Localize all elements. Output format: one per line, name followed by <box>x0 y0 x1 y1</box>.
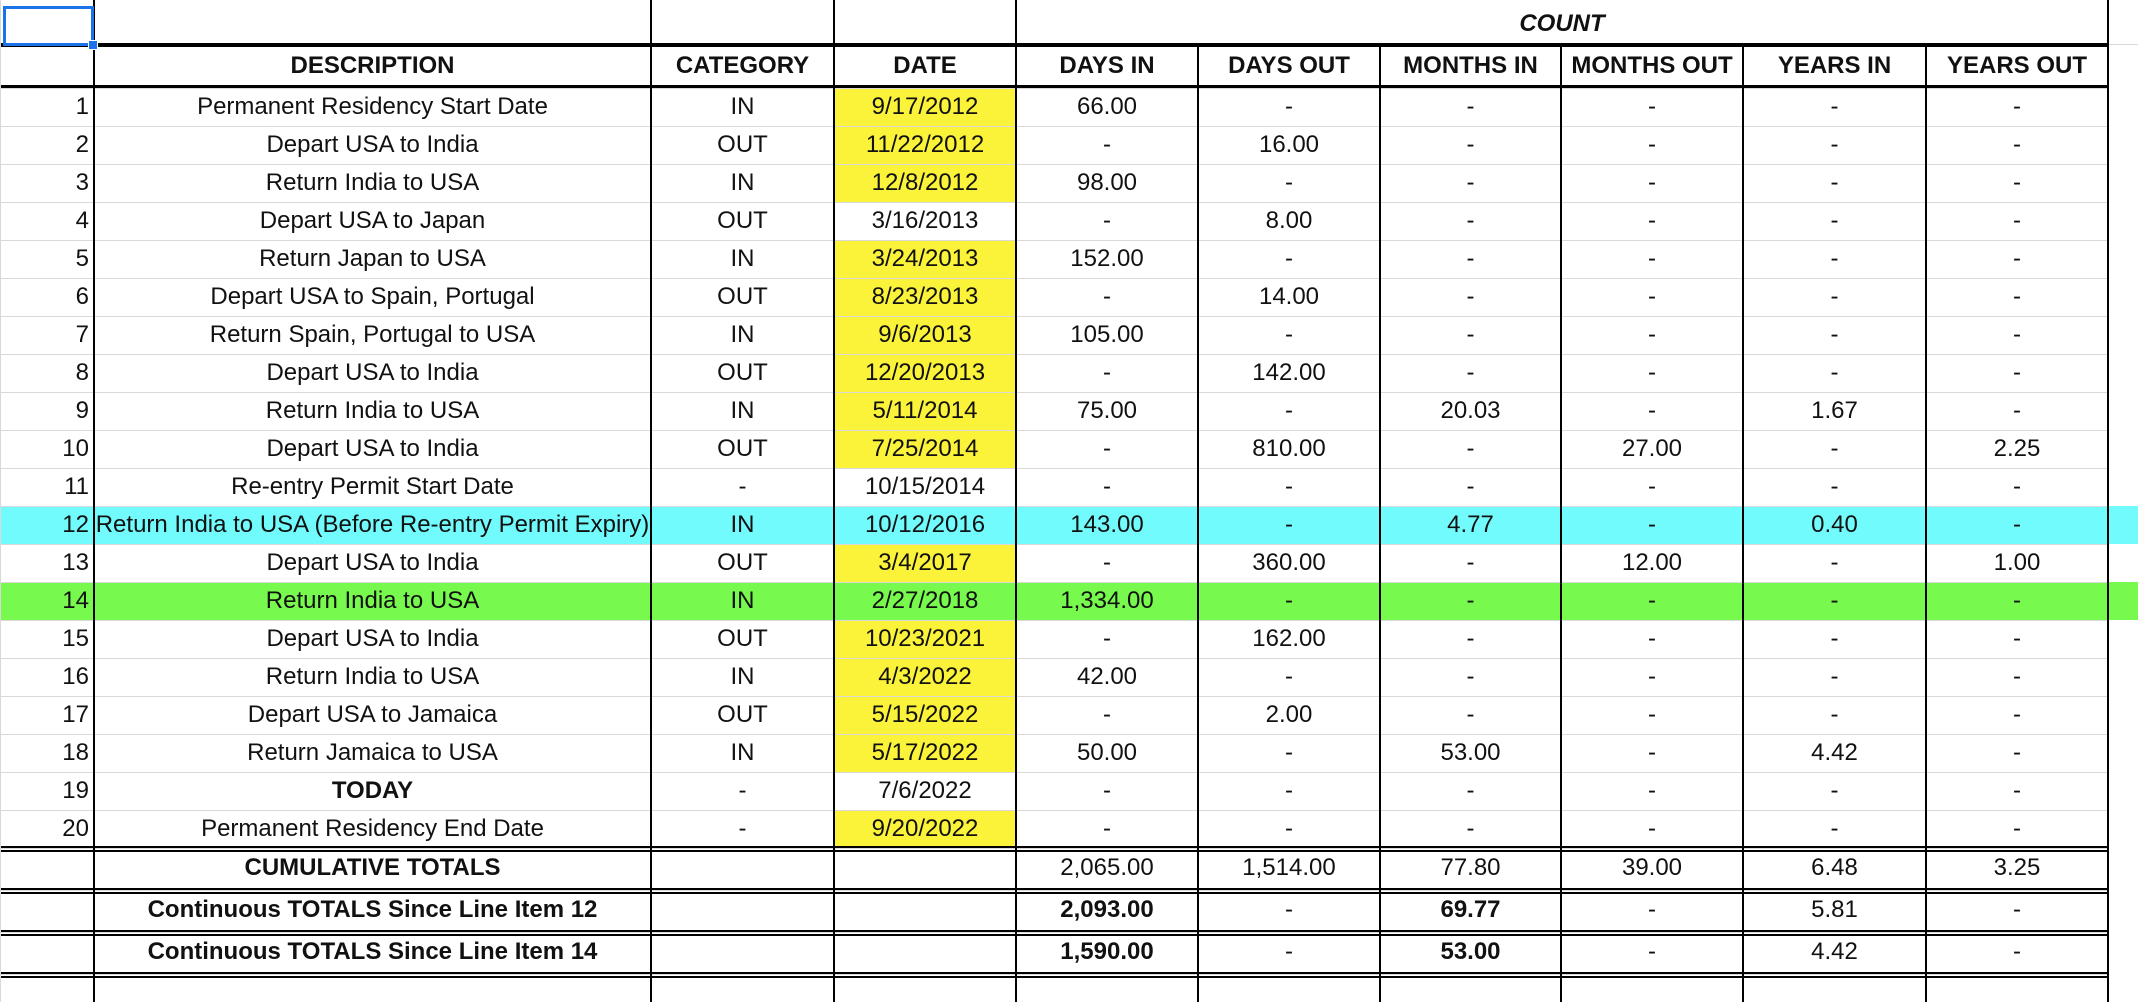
totals-months-in[interactable]: 69.77 <box>1440 896 1501 923</box>
totals-years-in[interactable]: 4.42 <box>1811 938 1858 965</box>
days-in-cell[interactable]: 75.00 <box>1076 397 1138 424</box>
days-out-cell[interactable]: 360.00 <box>1252 549 1326 576</box>
category-cell[interactable]: IN <box>730 739 755 766</box>
category-cell[interactable]: IN <box>730 587 755 614</box>
days-in-cell[interactable]: 42.00 <box>1076 663 1138 690</box>
row-number[interactable]: 19 <box>62 777 89 804</box>
days-out-cell[interactable]: - <box>1285 777 1293 804</box>
years-out-cell[interactable]: - <box>2013 321 2021 348</box>
description-cell[interactable]: Depart USA to India <box>266 359 479 386</box>
column-header-description: DESCRIPTION <box>290 52 455 79</box>
years-out-cell[interactable]: - <box>2013 511 2021 538</box>
months-out-cell[interactable]: - <box>1648 701 1656 728</box>
column-header-date: DATE <box>893 52 957 79</box>
category-cell[interactable]: IN <box>730 93 755 120</box>
months-in-cell[interactable]: - <box>1466 359 1475 386</box>
years-out-cell[interactable]: - <box>2013 473 2021 500</box>
category-cell[interactable]: OUT <box>717 701 768 728</box>
row-number[interactable]: 5 <box>75 245 89 272</box>
days-out-cell[interactable]: - <box>1285 739 1293 766</box>
days-out-cell[interactable]: - <box>1285 397 1293 424</box>
date-cell[interactable]: 7/25/2014 <box>871 435 979 462</box>
days-in-cell[interactable]: - <box>1103 131 1111 158</box>
days-out-cell[interactable]: - <box>1285 663 1293 690</box>
months-out-cell[interactable]: - <box>1648 359 1656 386</box>
years-out-cell[interactable]: - <box>2013 701 2021 728</box>
years-in-cell[interactable]: - <box>1830 815 1839 842</box>
totals-years-out[interactable]: - <box>2013 938 2021 965</box>
days-in-cell[interactable]: - <box>1103 473 1111 500</box>
description-cell[interactable]: Return India to USA <box>265 587 480 614</box>
months-in-cell[interactable]: - <box>1466 321 1475 348</box>
date-cell[interactable]: 10/15/2014 <box>864 473 986 500</box>
description-cell[interactable]: Return Jamaica to USA <box>247 739 498 766</box>
column-header-days-in: DAYS IN <box>1059 52 1155 79</box>
totals-months-out[interactable]: - <box>1648 896 1656 923</box>
date-cell[interactable]: 4/3/2022 <box>878 663 972 690</box>
days-out-cell[interactable]: - <box>1285 511 1293 538</box>
months-out-cell[interactable]: - <box>1648 169 1656 196</box>
row-number[interactable]: 4 <box>75 207 89 234</box>
months-in-cell[interactable]: - <box>1466 245 1475 272</box>
row-number[interactable]: 14 <box>62 587 89 614</box>
date-cell[interactable]: 2/27/2018 <box>871 587 979 614</box>
days-out-cell[interactable]: - <box>1285 245 1293 272</box>
totals-label[interactable]: CUMULATIVE TOTALS <box>244 854 501 881</box>
date-cell[interactable]: 5/11/2014 <box>872 397 978 424</box>
row-number[interactable]: 6 <box>75 283 89 310</box>
days-out-cell[interactable]: - <box>1285 321 1293 348</box>
months-out-cell[interactable]: - <box>1648 663 1656 690</box>
category-cell[interactable]: IN <box>730 245 755 272</box>
totals-days-in[interactable]: 2,065.00 <box>1060 854 1154 881</box>
date-cell[interactable]: 9/6/2013 <box>878 321 972 348</box>
category-cell[interactable]: OUT <box>717 435 768 462</box>
years-in-cell[interactable]: - <box>1830 549 1839 576</box>
months-out-cell[interactable]: - <box>1648 283 1656 310</box>
column-header-years-in: YEARS IN <box>1777 52 1892 79</box>
category-cell[interactable]: OUT <box>717 359 768 386</box>
years-out-cell[interactable]: 2.25 <box>1993 435 2041 462</box>
years-in-cell[interactable]: - <box>1830 777 1839 804</box>
description-cell[interactable]: Depart USA to Spain, Portugal <box>210 283 535 310</box>
date-cell[interactable]: 5/17/2022 <box>871 739 979 766</box>
months-out-cell[interactable]: - <box>1648 739 1656 766</box>
days-in-cell[interactable]: - <box>1103 435 1111 462</box>
days-out-cell[interactable]: - <box>1285 815 1293 842</box>
days-in-cell[interactable]: - <box>1103 701 1111 728</box>
totals-bottom-border <box>0 972 2108 974</box>
months-in-cell[interactable]: - <box>1466 777 1475 804</box>
row-number[interactable]: 20 <box>62 815 89 842</box>
description-cell[interactable]: Return India to USA (Before Re-entry Permit Expiry) <box>95 511 650 538</box>
years-in-cell[interactable]: - <box>1830 169 1839 196</box>
years-in-cell[interactable]: - <box>1830 435 1839 462</box>
months-in-cell[interactable]: - <box>1466 435 1475 462</box>
grid-line <box>0 974 2108 975</box>
category-cell[interactable]: OUT <box>717 625 768 652</box>
years-out-cell[interactable]: - <box>2013 359 2021 386</box>
months-out-cell[interactable]: - <box>1648 587 1656 614</box>
days-in-cell[interactable]: - <box>1103 777 1111 804</box>
column-header-months-in: MONTHS IN <box>1403 52 1538 79</box>
row-number[interactable]: 13 <box>62 549 89 576</box>
date-cell[interactable]: 3/4/2017 <box>878 549 972 576</box>
months-in-cell[interactable]: - <box>1466 473 1475 500</box>
days-in-cell[interactable]: 50.00 <box>1076 739 1138 766</box>
years-in-cell[interactable]: - <box>1830 321 1839 348</box>
days-out-cell[interactable]: 162.00 <box>1252 625 1326 652</box>
days-in-cell[interactable]: 66.00 <box>1076 93 1138 120</box>
months-out-cell[interactable]: - <box>1648 321 1656 348</box>
totals-months-in[interactable]: 77.80 <box>1440 854 1501 881</box>
years-in-cell[interactable]: - <box>1830 359 1839 386</box>
totals-months-out[interactable]: 39.00 <box>1621 854 1683 881</box>
row-number[interactable]: 16 <box>62 663 89 690</box>
date-cell[interactable]: 3/16/2013 <box>871 207 979 234</box>
row-number[interactable]: 2 <box>75 131 89 158</box>
totals-days-in[interactable]: 1,590.00 <box>1060 938 1154 965</box>
days-out-cell[interactable]: 14.00 <box>1258 283 1320 310</box>
category-cell[interactable]: IN <box>730 397 755 424</box>
months-out-cell[interactable]: 27.00 <box>1621 435 1683 462</box>
date-cell[interactable]: 8/23/2013 <box>871 283 979 310</box>
description-cell[interactable]: Return India to USA <box>265 663 480 690</box>
category-cell[interactable]: - <box>738 777 747 804</box>
years-out-cell[interactable]: - <box>2013 207 2021 234</box>
years-out-cell[interactable]: - <box>2013 397 2021 424</box>
months-in-cell[interactable]: - <box>1466 131 1475 158</box>
days-in-cell[interactable]: 98.00 <box>1076 169 1138 196</box>
description-cell[interactable]: Depart USA to India <box>266 131 479 158</box>
days-in-cell[interactable]: 143.00 <box>1070 511 1144 538</box>
months-in-cell[interactable]: 4.77 <box>1447 511 1494 538</box>
column-header-category: CATEGORY <box>675 52 810 79</box>
days-out-cell[interactable]: 16.00 <box>1258 131 1320 158</box>
column-header-months-out: MONTHS OUT <box>1571 52 1733 79</box>
date-cell[interactable]: 3/24/2013 <box>871 245 979 272</box>
months-in-cell[interactable]: - <box>1466 169 1475 196</box>
years-out-cell[interactable]: - <box>2013 587 2021 614</box>
days-in-cell[interactable]: - <box>1103 207 1111 234</box>
years-in-cell[interactable]: - <box>1830 93 1839 120</box>
cell-selection[interactable] <box>3 6 94 46</box>
days-in-cell[interactable]: - <box>1103 283 1111 310</box>
description-cell[interactable]: Depart USA to India <box>266 549 479 576</box>
count-header: COUNT <box>1519 10 1605 37</box>
months-in-cell[interactable]: - <box>1466 549 1475 576</box>
date-cell[interactable]: 10/12/2016 <box>864 511 986 538</box>
months-out-cell[interactable]: - <box>1648 93 1656 120</box>
description-cell[interactable]: Depart USA to India <box>266 625 479 652</box>
months-in-cell[interactable]: - <box>1466 815 1475 842</box>
description-cell[interactable]: Depart USA to Jamaica <box>247 701 498 728</box>
date-cell[interactable]: 11/22/2012 <box>865 131 985 158</box>
totals-days-in[interactable]: 2,093.00 <box>1060 896 1154 923</box>
years-out-cell[interactable]: - <box>2013 131 2021 158</box>
date-cell[interactable]: 12/8/2012 <box>871 169 979 196</box>
row-number[interactable]: 3 <box>75 169 89 196</box>
column-header-years-out: YEARS OUT <box>1946 52 2087 79</box>
row-number[interactable]: 9 <box>75 397 89 424</box>
row-number[interactable]: 10 <box>62 435 89 462</box>
category-cell[interactable]: OUT <box>717 131 768 158</box>
days-out-cell[interactable]: - <box>1285 169 1293 196</box>
months-in-cell[interactable]: - <box>1466 663 1475 690</box>
category-cell[interactable]: IN <box>730 321 755 348</box>
months-out-cell[interactable]: 12.00 <box>1621 549 1683 576</box>
years-out-cell[interactable]: - <box>2013 815 2021 842</box>
description-cell[interactable]: Depart USA to Japan <box>259 207 486 234</box>
fill-handle[interactable] <box>88 40 98 50</box>
date-cell[interactable]: 9/20/2022 <box>871 815 979 842</box>
years-in-cell[interactable]: - <box>1830 283 1839 310</box>
totals-years-in[interactable]: 5.81 <box>1811 896 1858 923</box>
totals-label[interactable]: Continuous TOTALS Since Line Item 14 <box>147 938 598 965</box>
months-out-cell[interactable]: - <box>1648 397 1656 424</box>
months-out-cell[interactable]: - <box>1648 777 1656 804</box>
years-out-cell[interactable]: - <box>2013 245 2021 272</box>
days-out-cell[interactable]: - <box>1285 93 1293 120</box>
months-out-cell[interactable]: - <box>1648 245 1656 272</box>
category-cell[interactable]: IN <box>730 169 755 196</box>
months-out-cell[interactable]: - <box>1648 207 1656 234</box>
description-cell[interactable]: Return Spain, Portugal to USA <box>209 321 536 348</box>
row-number[interactable]: 18 <box>62 739 89 766</box>
months-out-cell[interactable]: - <box>1648 815 1656 842</box>
years-in-cell[interactable]: - <box>1830 587 1839 614</box>
years-in-cell[interactable]: - <box>1830 701 1839 728</box>
row-number[interactable]: 8 <box>75 359 89 386</box>
months-out-cell[interactable]: - <box>1648 625 1656 652</box>
totals-years-out[interactable]: 3.25 <box>1993 854 2041 881</box>
years-in-cell[interactable]: - <box>1830 207 1839 234</box>
totals-days-out[interactable]: 1,514.00 <box>1242 854 1336 881</box>
months-in-cell[interactable]: - <box>1466 701 1475 728</box>
category-cell[interactable]: - <box>738 815 747 842</box>
days-in-cell[interactable]: - <box>1103 625 1111 652</box>
date-cell[interactable]: 10/23/2021 <box>864 625 986 652</box>
days-in-cell[interactable]: 1,334.00 <box>1060 587 1154 614</box>
totals-bottom-border <box>0 976 2108 978</box>
totals-years-out[interactable]: - <box>2013 896 2021 923</box>
days-in-cell[interactable]: - <box>1103 549 1111 576</box>
row-number[interactable]: 15 <box>62 625 89 652</box>
years-out-cell[interactable]: - <box>2013 93 2021 120</box>
years-out-cell[interactable]: - <box>2013 777 2021 804</box>
date-cell[interactable]: 12/20/2013 <box>864 359 986 386</box>
category-cell[interactable]: OUT <box>717 549 768 576</box>
days-in-cell[interactable]: 152.00 <box>1070 245 1144 272</box>
years-out-cell[interactable]: - <box>2013 663 2021 690</box>
months-in-cell[interactable]: - <box>1466 625 1475 652</box>
months-out-cell[interactable]: - <box>1648 131 1656 158</box>
years-out-cell[interactable]: - <box>2013 169 2021 196</box>
days-out-cell[interactable]: 8.00 <box>1265 207 1313 234</box>
months-out-cell[interactable]: - <box>1648 473 1656 500</box>
days-out-cell[interactable]: 142.00 <box>1252 359 1326 386</box>
row-number[interactable]: 1 <box>75 93 89 120</box>
years-in-cell[interactable]: - <box>1830 131 1839 158</box>
description-cell[interactable]: Return Japan to USA <box>259 245 486 272</box>
totals-label[interactable]: Continuous TOTALS Since Line Item 12 <box>147 896 598 923</box>
years-in-cell[interactable]: - <box>1830 245 1839 272</box>
years-in-cell[interactable]: - <box>1830 473 1839 500</box>
years-in-cell[interactable]: 1.67 <box>1811 397 1858 424</box>
days-out-cell[interactable]: 810.00 <box>1252 435 1326 462</box>
description-cell[interactable]: Return India to USA <box>265 169 480 196</box>
date-cell[interactable]: 7/6/2022 <box>878 777 972 804</box>
category-cell[interactable]: IN <box>730 663 755 690</box>
category-cell[interactable]: - <box>738 473 747 500</box>
category-cell[interactable]: IN <box>730 511 755 538</box>
months-in-cell[interactable]: - <box>1466 587 1475 614</box>
description-cell[interactable]: Permanent Residency Start Date <box>197 93 548 120</box>
years-out-cell[interactable]: - <box>2013 739 2021 766</box>
description-cell[interactable]: Re-entry Permit Start Date <box>231 473 514 500</box>
row-number[interactable]: 11 <box>64 473 89 500</box>
totals-months-in[interactable]: 53.00 <box>1440 938 1501 965</box>
years-in-cell[interactable]: - <box>1830 663 1839 690</box>
totals-days-out[interactable]: - <box>1285 896 1293 923</box>
days-in-cell[interactable]: 105.00 <box>1070 321 1144 348</box>
years-in-cell[interactable]: 0.40 <box>1811 511 1858 538</box>
category-cell[interactable]: OUT <box>717 283 768 310</box>
description-cell[interactable]: Depart USA to India <box>266 435 479 462</box>
description-cell[interactable]: TODAY <box>331 777 414 804</box>
description-cell[interactable]: Return India to USA <box>265 397 480 424</box>
totals-years-in[interactable]: 6.48 <box>1811 854 1858 881</box>
years-out-cell[interactable]: - <box>2013 625 2021 652</box>
totals-days-out[interactable]: - <box>1285 938 1293 965</box>
row-number[interactable]: 17 <box>62 701 89 728</box>
row-number[interactable]: 7 <box>75 321 89 348</box>
years-in-cell[interactable]: - <box>1830 625 1839 652</box>
years-in-cell[interactable]: 4.42 <box>1811 739 1858 766</box>
months-out-cell[interactable]: - <box>1648 511 1656 538</box>
days-in-cell[interactable]: - <box>1103 815 1111 842</box>
months-in-cell[interactable]: - <box>1466 93 1475 120</box>
totals-months-out[interactable]: - <box>1648 938 1656 965</box>
months-in-cell[interactable]: 20.03 <box>1440 397 1501 424</box>
category-cell[interactable]: OUT <box>717 207 768 234</box>
date-cell[interactable]: 9/17/2012 <box>871 93 979 120</box>
days-out-cell[interactable]: 2.00 <box>1265 701 1313 728</box>
row-number[interactable]: 12 <box>62 511 89 538</box>
years-out-cell[interactable]: - <box>2013 283 2021 310</box>
months-in-cell[interactable]: 53.00 <box>1440 739 1501 766</box>
days-in-cell[interactable]: - <box>1103 359 1111 386</box>
date-cell[interactable]: 5/15/2022 <box>871 701 979 728</box>
column-header-days-out: DAYS OUT <box>1228 52 1350 79</box>
months-in-cell[interactable]: - <box>1466 283 1475 310</box>
days-out-cell[interactable]: - <box>1285 587 1293 614</box>
description-cell[interactable]: Permanent Residency End Date <box>201 815 544 842</box>
years-out-cell[interactable]: 1.00 <box>1993 549 2041 576</box>
months-in-cell[interactable]: - <box>1466 207 1475 234</box>
days-out-cell[interactable]: - <box>1285 473 1293 500</box>
